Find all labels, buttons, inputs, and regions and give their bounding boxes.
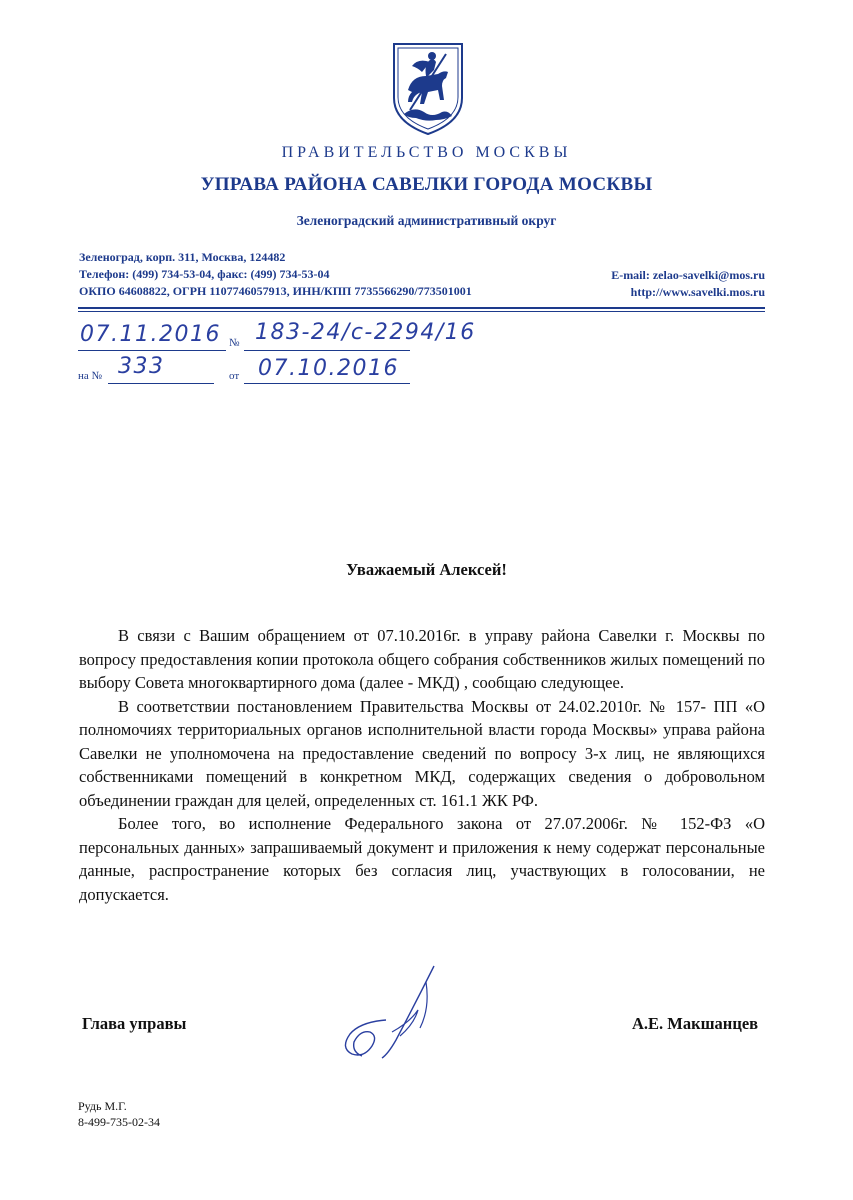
header-divider (78, 307, 765, 309)
registration-number: 183-24/с-2294/16 (255, 320, 476, 345)
executor-phone: 8-499-735-02-34 (78, 1115, 160, 1129)
district-subtitle: Зеленоградский административный округ (296, 213, 557, 228)
reply-date: 07.10.2016 (258, 356, 399, 381)
contacts-right (611, 267, 765, 301)
government-title: ПРАВИТЕЛЬСТВО МОСКВЫ (281, 144, 572, 161)
signer-name: А.Е. Макшанцев (632, 1014, 759, 1033)
reply-date-underline (244, 383, 410, 384)
organization-title: УПРАВА РАЙОНА САВЕЛКИ ГОРОДА МОСКВЫ (200, 174, 653, 195)
contacts-left (79, 249, 472, 300)
email: E-mail: zelao-savelki@mos.ru (611, 268, 765, 282)
number-label: № (229, 337, 240, 349)
paragraph-2: В соответствии постановлением Правительства Москвы от 24.02.2010г. № 157- ПП «О полномочиях территориальных органов исполнительной власти города Москвы» управа района Савелки не уполномочена на предоставление сведений по вопросу 3-х лиц, не являющихся собственниками помещений в конкретном МКД, содержащих сведения о добровольном объединении граждан для целей, определенных ст. 161.1 ЖК РФ. (79, 696, 765, 810)
header-divider-thin (78, 311, 765, 312)
date-underline (78, 350, 226, 351)
website: http://www.savelki.mos.ru (630, 285, 765, 299)
signer-position: Глава управы (82, 1014, 187, 1033)
letter-body (79, 624, 765, 906)
executor-name: Рудь М.Г. (78, 1099, 127, 1113)
number-underline (244, 350, 410, 351)
reply-number-underline (108, 383, 214, 384)
reply-number: 333 (118, 354, 165, 379)
paragraph-3: Более того, во исполнение Федерального закона от 27.07.2006г. № 152-ФЗ «О персональных данных» запрашиваемый документ и приложения к нему содержат персональные данные, распространение которых без согласия лиц, участвующих в голосовании, не допускается. (79, 814, 765, 904)
salutation: Уважаемый Алексей! (346, 560, 507, 579)
registration-date: 07.11.2016 (80, 322, 221, 347)
reply-label: на № (78, 370, 103, 382)
phone-fax: Телефон: (499) 734-53-04, факс: (499) 734-53-04 (79, 267, 330, 281)
handwritten-signature-icon (330, 962, 450, 1072)
moscow-coat-of-arms-icon (388, 40, 468, 136)
from-label: от (229, 370, 240, 382)
paragraph-1: В связи с Вашим обращением от 07.10.2016г. в управу района Савелки г. Москвы по вопросу предоставления копии протокола общего собрания собственников жилых помещений по выбору Совета многоквартирного дома (далее - МКД) , сообщаю следующее. (79, 626, 765, 692)
address: Зеленоград, корп. 311, Москва, 124482 (79, 250, 286, 264)
registry-codes: ОКПО 64608822, ОГРН 1107746057913, ИНН/КПП 7735566290/773501001 (79, 284, 472, 298)
executor-block (78, 1098, 160, 1130)
